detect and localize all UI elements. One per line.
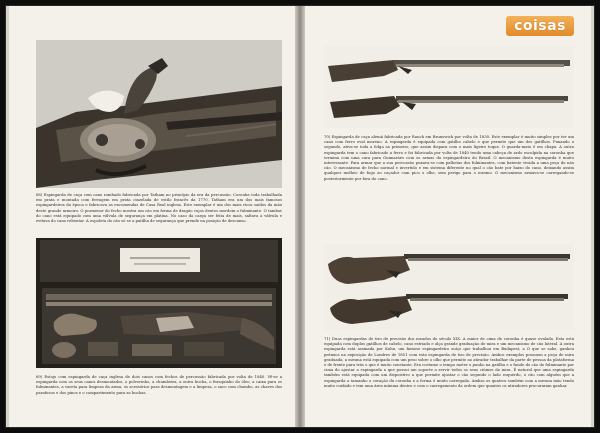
photo-two-hunting-rifles <box>324 46 574 128</box>
coisas-watermark-logo: coisas <box>506 16 574 36</box>
caption-69: 69) Estojo com espingarda de caça inglesa de dois canos com fechos de percussão fabricada por volta de 1840. Vê-se a espingarda com os seus canos desmontados, o polvorinho, a chumbeira, a outra bucha, o frasquinho do óleo, a caixa para os fulminantes, a vareta para limpeza da arma, os acessórios para desmontagem e a limpeza, o saco com chumbo, as chaves dos parafusos e dos pinos e o compartimento para as buchas. <box>36 374 282 395</box>
right-page <box>302 6 594 427</box>
page-edge <box>6 6 9 427</box>
photo-gun-case <box>36 238 282 368</box>
book-spread <box>6 6 594 427</box>
photo-gun-lock-detail <box>36 40 282 188</box>
photo-two-target-rifles <box>324 244 574 330</box>
caption-68: 68) Espingarda de caça com cano rombado fabricada por Tatham no princípio da era da percussão. Coronha toda trabalhada em prata e montada com ferragem em prata cinzelada de estilo francês da 1770. Tatham era um dos mais famosos espingardeiros da época e fabricava as encomendas de Casa Real inglesa. Este exemplar é um dos mais ricos saídos da mão deste grande armeiro. O pormenor do fecho mostra um cão em forma de dragão cujos dentes mordem o fulminante. O tambor do cano está equipado com uma válvula de segurança em platina. No caso da carga ser feita de mais, saltava a válvula e evitava do cano rebentar. A espoleta do cão só se a patilha de segurança que prende na posição de descanso. <box>36 192 282 224</box>
left-page <box>6 6 298 427</box>
caption-71: 71) Duas espingardas de tiro de precisão dos meados do século XIX. A maior de cima de coronha é quase ovalada. Esta está equipada com duplos gatilhos de cabelo, cano estriado e alça grande graduação de mira e um mecanismo de cão lateral. A outra espingarda está assinada por Kuhn, um famoso espingardeiro suíço que trabalhou em Budapest, a O que se sabe, ganhou prémios na exposição de Londres de 1851 com esta espingarda de tiro de precisão. Ambos exemplos possuem a peça de mira graduada, a mesma está equipada com um peso sobre o olho que permite ao atirador trabalhar da parte de pessoa da plataforma e de frente para trás o que é muito constante. Era costume o tempo meter o punho na gatilha e o fundo do cão do fulminante por cima do ajustar a espingarda a que possui um soporte a servir todos os seus ciúmes da mira. É natural que uma espingarda também está equipada com um dispositivo a que permite ajustar o cão segundo o lado esquerdo, o cão com alguém que a espingarda a tamanho o coração da coronha e a forma é muito carregada. Ambas os quatros também com a mesma mão tendo muito cuidado e tem uma área mínima dentro e com o carregamento da ordem que quantos os atiradores procuraram ganhar. <box>324 336 574 388</box>
caption-70: 70) Espingarda de caça alemã fabricada por Rauch em Brunswick por volta de 1830. Este exemplar é muito simples por ter um cano com ferro oval moreno. A espingarda é equipada com gatilho cabelo e que permite que um dos gatilhos. Puxando o segundo, ativa-se toda a folga ao primeiro, que assim dispara com o mais ligeiro toque. O guarda-mato é em chapa. A outra espingarda tem o cano fabricado a ferro e foi fabricada por volta de 1840 tendo uma cabeça de ardo esculpida na coronha que termina com uma cara para Guimarães com os armas do espingardeiro do Brasil. O mecanismo desta espingarda é muito interessante. Para armar que a sua percussão puxava-se com palhetas dos fulminantes, com batente virada a uma peça de não cão. O mecanismo de fecho normal e invertido e em sistema diferente no qual o cão bate por baixo do cano, deixando assim qualquer molheo de fogo ao caçador com pico o olhe, sem perigo para o mesmo. O mecanismo armava-se carregando-se posteriormente por fora do cano. <box>324 134 574 181</box>
page-edge <box>591 6 594 427</box>
